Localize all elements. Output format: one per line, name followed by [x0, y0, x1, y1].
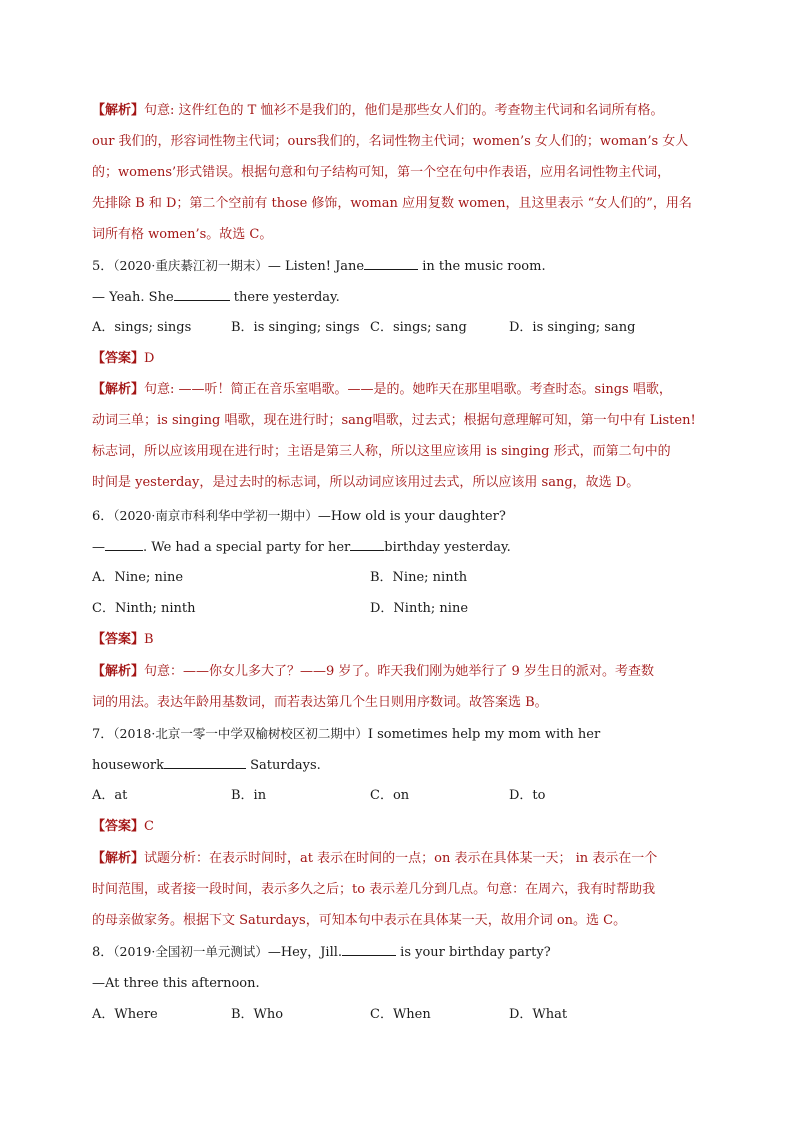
question-7-line-2: housework Saturdays.	[92, 755, 321, 776]
option-a: A．sings; sings	[92, 320, 192, 335]
option-c: C．sings; sang	[370, 320, 467, 335]
q4-explanation-line-4: 先排除 B 和 D；第二个空前有 those 修饰，woman 应用复数 women，且这里表示 “女人们的”，用名	[92, 196, 692, 211]
question-5-explanation-4: 时间是 yesterday，是过去时的标志词，所以动词应该用过去式，所以应该用 sang，故选 D。	[92, 475, 640, 490]
question-7-answer: 【答案】C	[92, 819, 154, 834]
q4-explanation-line-2: our 我们的，形容词性物主代词；ours我们的，名词性物主代词；women’s 女人们的；woman’s 女人	[92, 134, 689, 149]
answer-blank	[164, 755, 246, 769]
answer-blank	[342, 942, 396, 956]
question-6-line-2: — . We had a special party for her birthday yesterday.	[92, 537, 511, 558]
q4-explanation-line-1: 【解析】句意: 这件红色的 T 恤衫不是我们的，他们是那些女人们的。考查物主代词和名词所有格。	[92, 103, 664, 118]
question-5-explanation-1: 【解析】句意: ——听！简正在音乐室唱歌。——是的。她昨天在那里唱歌。考查时态。sings 唱歌，	[92, 382, 672, 397]
question-5-explanation-2: 动词三单；is singing 唱歌，现在进行时；sang唱歌，过去式；根据句意理解可知，第一句中有 Listen!	[92, 413, 696, 428]
option-a: A．at	[92, 788, 128, 803]
question-5-explanation-3: 标志词，所以应该用现在进行时；主语是第三人称，所以这里应该用 is singing 形式，而第二句中的	[92, 444, 671, 459]
question-7-explanation-1: 【解析】试题分析：在表示时间时，at 表示在时间的一点；on 表示在具体某一天； in 表示在一个	[92, 851, 658, 866]
question-7-explanation-2: 时间范围，或者接一段时间，表示多久之后；to 表示差几分到几点。句意：在周六，我有时帮助我	[92, 882, 656, 897]
option-d: D．to	[509, 788, 546, 803]
option-c: C．on	[370, 788, 410, 803]
answer-blank	[174, 287, 230, 301]
option-b: B．in	[231, 788, 267, 803]
option-d: D．Ninth; nine	[370, 601, 469, 616]
question-6-explanation-1: 【解析】句意：——你女儿多大了？——9 岁了。昨天我们刚为她举行了 9 岁生日的派对。考查数	[92, 664, 654, 679]
question-8-stem: 8．（2019·全国初一单元测试）—Hey，Jill. is your birthday party?	[92, 944, 551, 960]
explanation-tag: 【解析】	[92, 103, 145, 118]
question-5-line-2: — Yeah. She there yesterday.	[92, 287, 340, 308]
answer-blank	[105, 537, 143, 551]
answer-blank	[350, 537, 384, 551]
question-6-stem: 6．（2020·南京市科利华中学初一期中）—How old is your daughter?	[92, 508, 506, 524]
question-6-explanation-2: 词的用法。表达年龄用基数词，而若表达第几个生日则用序数词。故答案选 B。	[92, 695, 548, 710]
question-7-explanation-3: 的母亲做家务。根据下文 Saturdays，可知本句中表示在具体某一天，故用介词 on。选 C。	[92, 913, 627, 928]
question-8-line-2: —At three this afternoon.	[92, 976, 260, 991]
option-a: A．Where	[92, 1007, 158, 1022]
question-7-stem: 7．（2018·北京一零一中学双榆树校区初二期中）I sometimes help my mom with her	[92, 726, 601, 742]
question-6-answer: 【答案】B	[92, 632, 154, 647]
option-a: A．Nine; nine	[92, 570, 184, 585]
option-d: D．What	[509, 1007, 568, 1022]
option-c: C．Ninth; ninth	[92, 601, 196, 616]
q4-explanation-line-3: 的；womens’形式错误。根据句意和句子结构可知，第一个空在句中作表语，应用名词性物主代词，	[92, 165, 671, 180]
answer-blank	[364, 256, 418, 270]
q4-explanation-line-5: 词所有格 women’s。故选 C。	[92, 227, 273, 242]
option-c: C．When	[370, 1007, 431, 1022]
option-b: B．Nine; ninth	[370, 570, 468, 585]
option-b: B．Who	[231, 1007, 284, 1022]
question-5-stem: 5．（2020·重庆綦江初一期末）— Listen! Jane in the music room.	[92, 258, 546, 274]
option-b: B．is singing; sings	[231, 320, 360, 335]
question-5-answer: 【答案】D	[92, 351, 155, 366]
option-d: D．is singing; sang	[509, 320, 636, 335]
